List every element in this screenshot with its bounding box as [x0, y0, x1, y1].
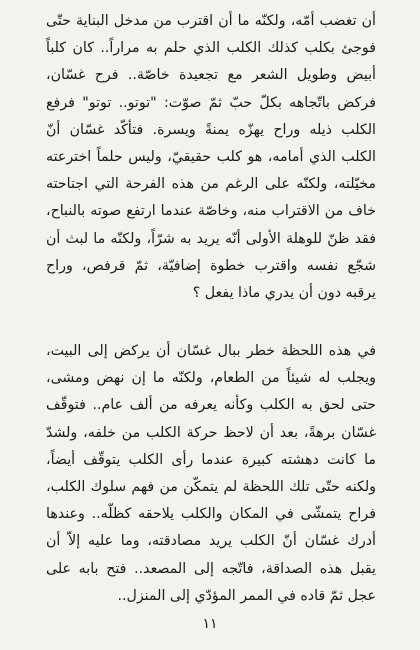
page-number: ١١ — [202, 616, 218, 632]
paragraph-2: في هذه اللحظة خطر ببال غسّان أن يركض إلى البيت، ويجلب له شيئاً من الطعام، ولكنّه ما إن نهض ومشى، حتى لحق به الكلب وكأنه يعرفه من ألف عام.. فتوقّف غسّان برهةً، بعد أن لاحظ حركة الكلب من خلفه، ولشدّ ما كانت دهشته كبيرة عندما رأى الكلب يتوقّف أيضاً، ولكنه حتّى تلك اللحظة لم يتمكّن من فهم سلوك الكلب، فراح يتمشّى في المكان والكلب يلاحقه كظلّه.. وعندها أدرك غسّان أنّ الكلب يريد مصادقته، وما عليه إلاّ أن يقبل هذه الصداقة، فاتّجه إلى المصعد.. فتح بابه على عجل ثمّ قاده في الممر المؤدّي إلى المنزل.. — [46, 343, 376, 604]
paragraph-1: أن تغضب أمّه، ولكنّه ما أن اقترب من مدخل البناية حتّى فوجئ بكلب كذلك الكلب الذي حلم به مراراً.. كان كلباً أبيض وطويل الشعر مع تجعيدة خاصّة.. فرح غسّان، فركض باتّجاهه بكلّ حبّ ثمّ صوّت: "توتو.. توتو" فرفع الكلب ذيله وراح يهزّه يمنةً ويسرة. فتأكّد غسّان أنّ الكلب الذي أمامه، هو كلب حقيقيّ، وليس حلماً اخترعته مخيّلته، ولكنّه على الرغم من هذه الفرحة التي اجتاحته خاف من الاقتراب منه، وخاصّة عندما ارتفع صوته بالنباح، فقد ظنّ للوهلة الأولى أنّه يريد به شرّاً، ولكنّه ما لبث أن شجّع نفسه واقترب خطوة إضافيّة، ثمّ قرفص، وراح يرقبه دون أن يدري ماذا يفعل ؟ — [46, 13, 376, 302]
